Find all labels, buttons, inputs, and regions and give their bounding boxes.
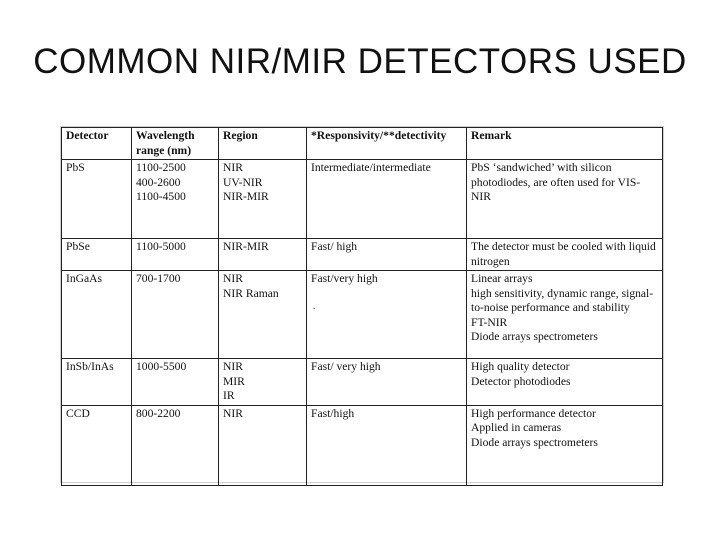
cell-line: NIR — [223, 406, 243, 420]
cell-line: Diode arrays spectrometers — [471, 330, 598, 343]
cell-line: 800-2200 — [136, 406, 181, 420]
cell-wavelength — [132, 359, 219, 406]
cell-remark — [467, 405, 663, 485]
cell-region — [219, 271, 307, 359]
cell-line: NIR — [223, 360, 243, 373]
cell-detector: PbSe — [62, 239, 132, 271]
table-row — [62, 271, 663, 359]
cell-detector: PbS — [62, 160, 132, 239]
cell-line: FT-NIR — [471, 315, 508, 329]
cell-responsivity: Fast/ very high — [307, 359, 467, 406]
cell-region — [219, 160, 307, 239]
cell-line: NIR-MIR — [223, 240, 269, 253]
cell-wavelength — [132, 160, 219, 239]
table-row — [62, 405, 663, 485]
cell-line: MIR — [223, 374, 245, 388]
cell-line: high sensitivity, dynamic range, signal-to-noise performance and stability — [471, 286, 654, 314]
cell-responsivity: Fast/high — [307, 405, 467, 485]
cell-line: Applied in cameras — [471, 421, 562, 434]
cell-detector: CCD — [62, 405, 132, 485]
slide-title: COMMON NIR/MIR DETECTORS USED — [33, 42, 687, 81]
cell-wavelength — [132, 271, 219, 359]
cell-wavelength — [132, 405, 219, 485]
cell-region — [219, 405, 307, 485]
cell-spacer — [311, 287, 462, 301]
header-responsivity: *Responsivity/**detectivity — [307, 128, 467, 160]
cell-line: NIR Raman — [223, 286, 279, 300]
cell-remark — [467, 271, 663, 359]
detector-table-image — [60, 126, 664, 483]
detector-table — [61, 127, 663, 486]
cell-line: Fast/very high — [311, 272, 378, 285]
cell-line: IR — [223, 389, 235, 402]
cell-line: 1000-5500 — [136, 360, 187, 373]
cell-line: NIR-MIR — [223, 190, 269, 203]
cell-line: High performance detector — [471, 406, 596, 420]
cell-line: 400-2600 — [136, 175, 181, 189]
cell-line: NIR — [223, 272, 243, 285]
cell-responsivity: Fast/ high — [307, 239, 467, 271]
cell-line: 1100-4500 — [136, 190, 186, 203]
cell-region — [219, 239, 307, 271]
header-wavelength — [132, 128, 219, 160]
cell-remark — [467, 239, 663, 271]
cell-region — [219, 359, 307, 406]
cell-line: Diode arrays spectrometers — [471, 435, 598, 449]
cell-line: 700-1700 — [136, 272, 181, 285]
cell-line: High quality detector — [471, 360, 570, 373]
table-row — [62, 359, 663, 406]
cell-line: Detector photodiodes — [471, 374, 571, 388]
header-wavelength-label: Wavelength range (nm) — [136, 129, 195, 157]
cell-line: Linear arrays — [471, 272, 533, 285]
cell-line: UV-NIR — [223, 175, 263, 189]
cell-line: PbS ‘sandwiched’ with silicon photodiodes, are often used for VIS-NIR — [471, 161, 641, 203]
cell-line: The detector must be cooled with liquid nitrogen — [471, 240, 656, 268]
cell-responsivity: Intermediate/intermediate — [307, 160, 467, 239]
cell-line: NIR — [223, 161, 243, 174]
table-row — [62, 239, 663, 271]
header-region: Region — [219, 128, 307, 160]
cell-detector: InGaAs — [62, 271, 132, 359]
cell-wavelength — [132, 239, 219, 271]
cell-remark — [467, 160, 663, 239]
header-detector: Detector — [62, 128, 132, 160]
header-remark: Remark — [467, 128, 663, 160]
table-row — [62, 160, 663, 239]
cell-responsivity — [307, 271, 467, 359]
cell-remark — [467, 359, 663, 406]
cell-line: 1100-2500 — [136, 161, 186, 174]
cell-detector: InSb/InAs — [62, 359, 132, 406]
table-header-row — [62, 128, 663, 160]
cell-stray-mark: . — [313, 300, 316, 311]
cell-line: 1100-5000 — [136, 240, 186, 253]
